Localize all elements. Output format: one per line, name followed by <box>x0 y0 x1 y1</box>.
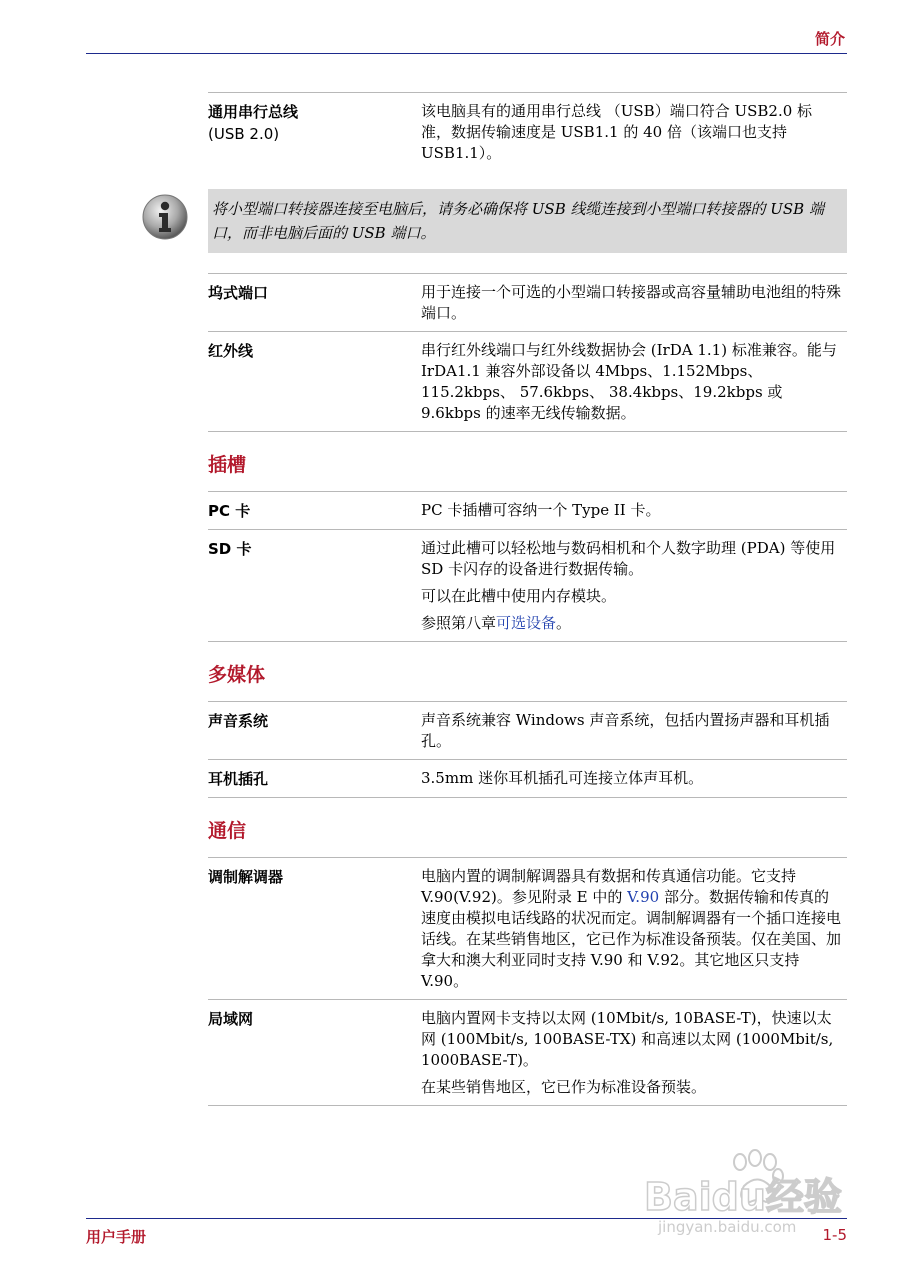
v90-link[interactable]: V.90 <box>627 888 660 906</box>
spec-desc: 声音系统兼容 Windows 声音系统，包括内置扬声器和耳机插孔。 <box>421 711 830 750</box>
spec-desc: 串行红外线端口与红外线数据协会 (IrDA 1.1) 标准兼容。能与 IrDA1.1 兼容外部设备以 4Mbps、1.152Mbps、 115.2kbps、 57.6kbps、 38.4kbps、19.2kbps 或 9.6kbps 的速率无线传输数据。 <box>421 341 837 422</box>
spec-row-sd-card <box>208 529 847 642</box>
spec-paragraph <box>421 613 841 634</box>
watermark-text: Baidu经验 <box>644 1175 842 1219</box>
footer-manual-title: 用户手册 <box>86 1228 147 1246</box>
info-note <box>208 189 847 253</box>
text-prefix: 参照第八章 <box>421 614 497 632</box>
spec-paragraph: 通过此槽可以轻松地与数码相机和个人数字助理 (PDA) 等使用 SD 卡闪存的设备进行数据传输。 <box>421 539 836 578</box>
page-number: 1-5 <box>822 1226 847 1244</box>
spec-term: 局域网 <box>208 1010 254 1028</box>
note-text: 将小型端口转接器连接至电脑后，请务必确保将 USB 线缆连接到小型端口转接器的 USB 端口，而非电脑后面的 USB 端口。 <box>208 189 847 253</box>
section-heading-multimedia: 多媒体 <box>208 664 266 686</box>
section-heading-comm: 通信 <box>208 820 247 842</box>
spec-term: SD 卡 <box>208 540 252 558</box>
spec-row-pc-card <box>208 491 847 529</box>
spec-paragraph: 可以在此槽中使用内存模块。 <box>421 587 617 605</box>
header-rule <box>86 53 847 54</box>
spec-row-modem <box>208 857 847 999</box>
spec-row-usb <box>208 92 847 171</box>
spec-term-sub: (USB 2.0) <box>208 125 280 143</box>
spec-term <box>208 101 421 164</box>
spec-paragraph: 在某些销售地区，它已作为标准设备预装。 <box>421 1078 707 1096</box>
text-suffix: 。 <box>556 614 572 632</box>
text-segment: 部分。数据传输和传真的速度由模拟电话线路的状况而定。调制解调器有一个插口连接电话线。在某些销售地区，它已作为标准设备预装。仅在美国、加拿大和澳大利亚同时支持 V.90 和 V.92。其它地区只支持 V.90。 <box>421 888 842 990</box>
spec-term: 红外线 <box>208 342 254 360</box>
page-content <box>208 92 847 1106</box>
spec-row-sound <box>208 701 847 759</box>
spec-row-dock <box>208 273 847 331</box>
running-header-title: 简介 <box>814 30 845 48</box>
spec-desc <box>421 1008 847 1098</box>
watermark-url: jingyan.baidu.com <box>658 1218 797 1236</box>
section-heading-slots: 插槽 <box>208 454 247 476</box>
spec-desc: 用于连接一个可选的小型端口转接器或高容量辅助电池组的特殊端口。 <box>421 283 842 322</box>
baidu-watermark-logo <box>640 1148 850 1243</box>
spec-desc: 该电脑具有的通用串行总线 （USB）端口符合 USB2.0 标准，数据传输速度是 USB1.1 的 40 倍（该端口也支持 USB1.1）。 <box>421 102 813 162</box>
optional-devices-link[interactable]: 可选设备 <box>496 614 557 632</box>
spec-desc <box>421 866 847 992</box>
spec-term: PC 卡 <box>208 502 251 520</box>
info-icon <box>141 193 189 241</box>
spec-row-infrared <box>208 331 847 432</box>
spec-term: 声音系统 <box>208 712 269 730</box>
spec-term: 调制解调器 <box>208 868 284 886</box>
spec-term: 坞式端口 <box>208 284 269 302</box>
text-segment: 电脑内置的调制解调器具有数据和传真通信功能。它支持 V.90(V.92)。参见附录 E 中的 <box>421 867 797 906</box>
spec-row-headphone <box>208 759 847 798</box>
spec-desc: 3.5mm 迷你耳机插孔可连接立体声耳机。 <box>421 769 704 787</box>
spec-term-label: 通用串行总线 <box>208 103 299 121</box>
spec-row-lan <box>208 999 847 1106</box>
spec-desc <box>421 538 847 634</box>
spec-term: 耳机插孔 <box>208 770 269 788</box>
spec-paragraph: 电脑内置网卡支持以太网 (10Mbit/s, 10BASE-T)，快速以太网 (100Mbit/s, 100BASE-TX) 和高速以太网 (1000Mbit/s, 1000BASE-T)。 <box>421 1009 834 1069</box>
spec-desc: PC 卡插槽可容纳一个 Type II 卡。 <box>421 501 661 519</box>
footer-rule <box>86 1218 847 1219</box>
